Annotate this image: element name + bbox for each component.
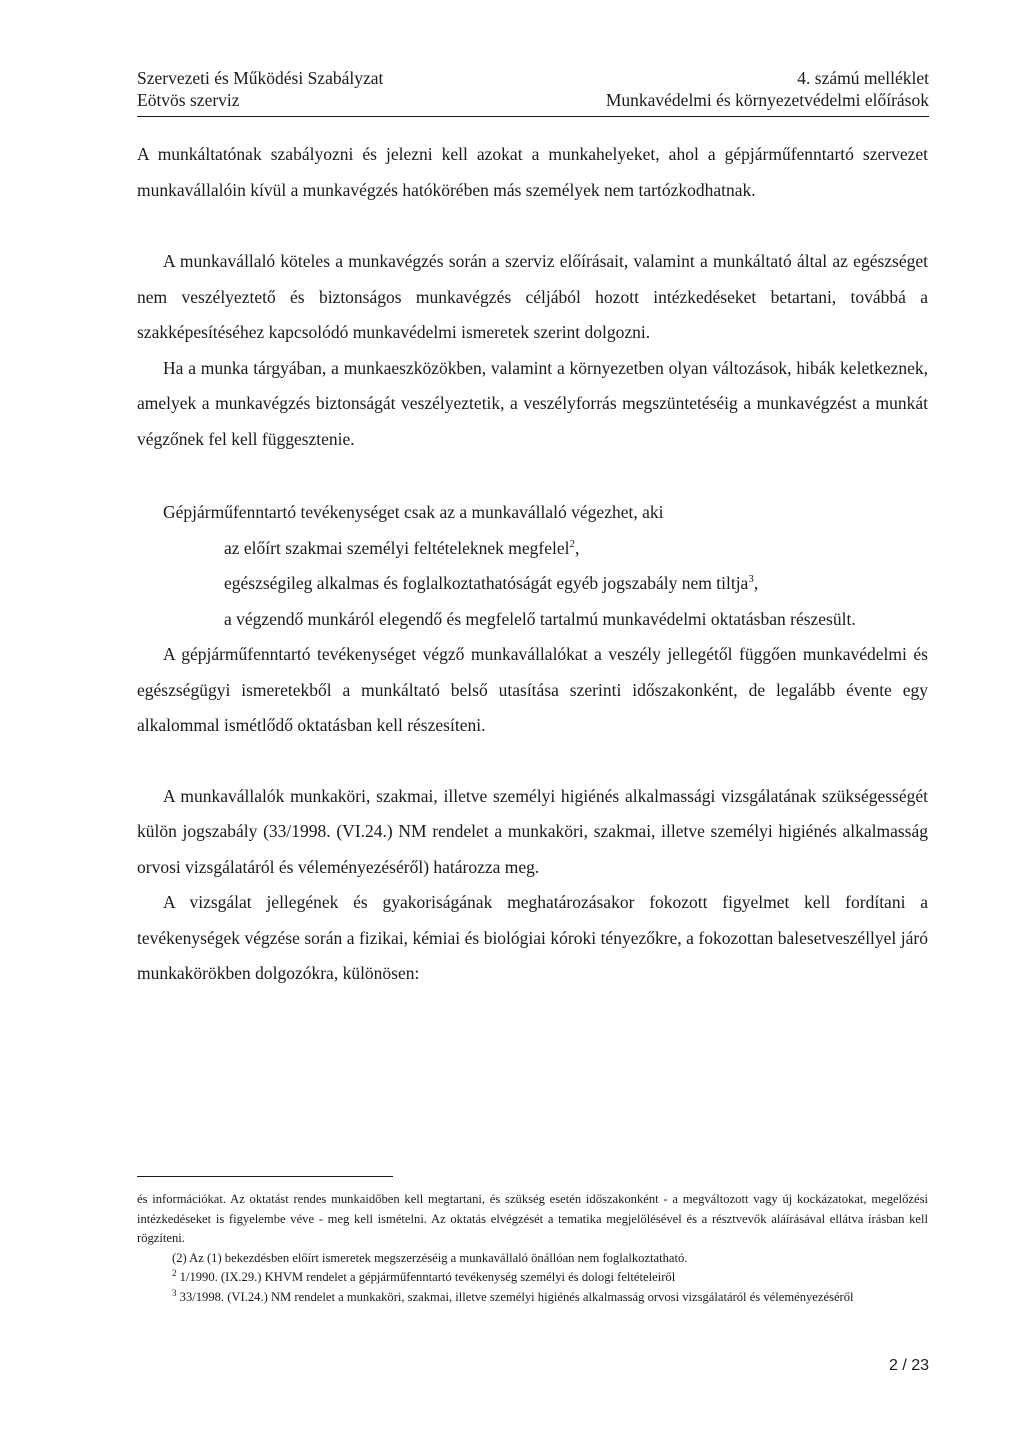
footnote-number: 3: [172, 1287, 177, 1298]
document-body: [137, 137, 928, 992]
footnote-ref-3[interactable]: 3: [748, 573, 754, 586]
footnote-text: 1/1990. (IX.29.) KHVM rendelet a gépjárműfenntartó tevékenység személyi és dologi feltételeiről: [176, 1270, 676, 1284]
header-right: [606, 67, 929, 111]
header-left: [137, 67, 383, 111]
list-item-health-fitness: [137, 566, 928, 602]
header-annex-number: 4. számú melléklet: [797, 68, 929, 88]
footnote-continuation-paragraph-2: (2) Az (1) bekezdésben előírt ismeretek megszerzéséig a munkavállaló önállóan nem foglalkoztatható.: [172, 1250, 688, 1265]
list-item-text: egészségileg alkalmas és foglalkoztathatóságát egyéb jogszabály nem tiltja: [224, 573, 749, 593]
list-item-text: az előírt szakmai személyi feltételeknek megfelel: [224, 537, 570, 558]
paragraph-medical-examination: A munkavállalók munkaköri, szakmai, illetve személyi higiénés alkalmassági vizsgálatának szükségességét külön jogszabály (33/1998. (VI.24.) NM rendelet a munkaköri, szakmai, illetve személyi higiénés alkalmasság orvosi vizsgálatáról és véleményezéséről) határozza meg.: [137, 785, 928, 877]
paragraph-employee-obligations: A munkavállaló köteles a munkavégzés során a szerviz előírásait, valamint a munkáltató által az egészséget nem veszélyeztető és biztonságos munkavégzés céljából hozott intézkedéseket betartani, továbbá a szakképesítéséhez kapcsolódó munkavédelmi ismeretek szerint dolgozni.: [137, 251, 928, 342]
footnote-text: 33/1998. (VI.24.) NM rendelet a munkaköri, szakmai, illetve személyi higiénés alkalmasság orvosi vizsgálatáról és véleményezéséről: [176, 1289, 854, 1304]
list-item-punctuation: ,: [574, 537, 580, 558]
footnote-ref-2[interactable]: 2: [569, 537, 575, 550]
footnotes: [137, 1190, 928, 1307]
footnote-3: [137, 1288, 928, 1308]
paragraph-examination-factors: A vizsgálat jellegének és gyakoriságának meghatározásakor fokozott figyelmet kell fordítani a tevékenységek végzése során a fizikai, kémiai és biológiai kóroki tényezőkre, a fokozottan balesetveszéllyel járó munkakörökben dolgozókra, különösen:: [137, 892, 928, 983]
paragraph-periodic-training: A gépjárműfenntartó tevékenységet végző munkavállalókat a veszély jellegétől függően munkavédelmi és egészségügyi ismeretekből a munkáltató belső utasítása szerinti időszakonként, de legalább évente egy alkalommal ismétlődő oktatásban kell részesíteni.: [137, 644, 928, 735]
header-organization: Eötvös szerviz: [137, 90, 240, 110]
footnote-number: 2: [172, 1267, 177, 1278]
paragraph-work-area-restriction: A munkáltatónak szabályozni és jelezni kell azokat a munkahelyeket, ahol a gépjárműfenntartó szervezet munkavállalóin kívül a munkavégzés hatókörében más személyek nem tartózkodhatnak.: [137, 144, 928, 200]
header-document-title: Szervezeti és Működési Szabályzat: [137, 68, 384, 88]
list-item-safety-training: a végzendő munkáról elegendő és megfelelő tartalmú munkavédelmi oktatásban részesült.: [224, 608, 856, 629]
footnote-continuation: és információkat. Az oktatást rendes munkaidőben kell megtartani, és szükség esetén időszakonként - a megváltozott vagy új kockázatokat, megelőzési intézkedéseket is figyelembe véve - meg kell ismételni. Az oktatás elvégzését a tematika megjelölésével és a résztvevők aláírásával ellátva írásban kell rögzíteni.: [137, 1192, 928, 1245]
footnote-divider: [137, 1176, 393, 1177]
footnote-2: [137, 1268, 928, 1288]
paragraph-eligibility-intro: Gépjárműfenntartó tevékenységet csak az a munkavállaló végezhet, aki: [163, 502, 664, 522]
list-item-punctuation: ,: [753, 573, 759, 593]
paragraph-hazard-suspension: Ha a munka tárgyában, a munkaeszközökben, valamint a környezetben olyan változások, hibák keletkeznek, amelyek a munkavégzés biztonságát veszélyeztetik, a veszélyforrás megszüntetéséig a munkavégzést a munkát végzőnek fel kell függesztenie.: [137, 357, 928, 449]
page-number: 2 / 23: [888, 1357, 929, 1374]
list-item-professional-requirements: [137, 531, 928, 567]
header-divider: [137, 116, 929, 117]
header-annex-title: Munkavédelmi és környezetvédelmi előírások: [605, 90, 929, 110]
